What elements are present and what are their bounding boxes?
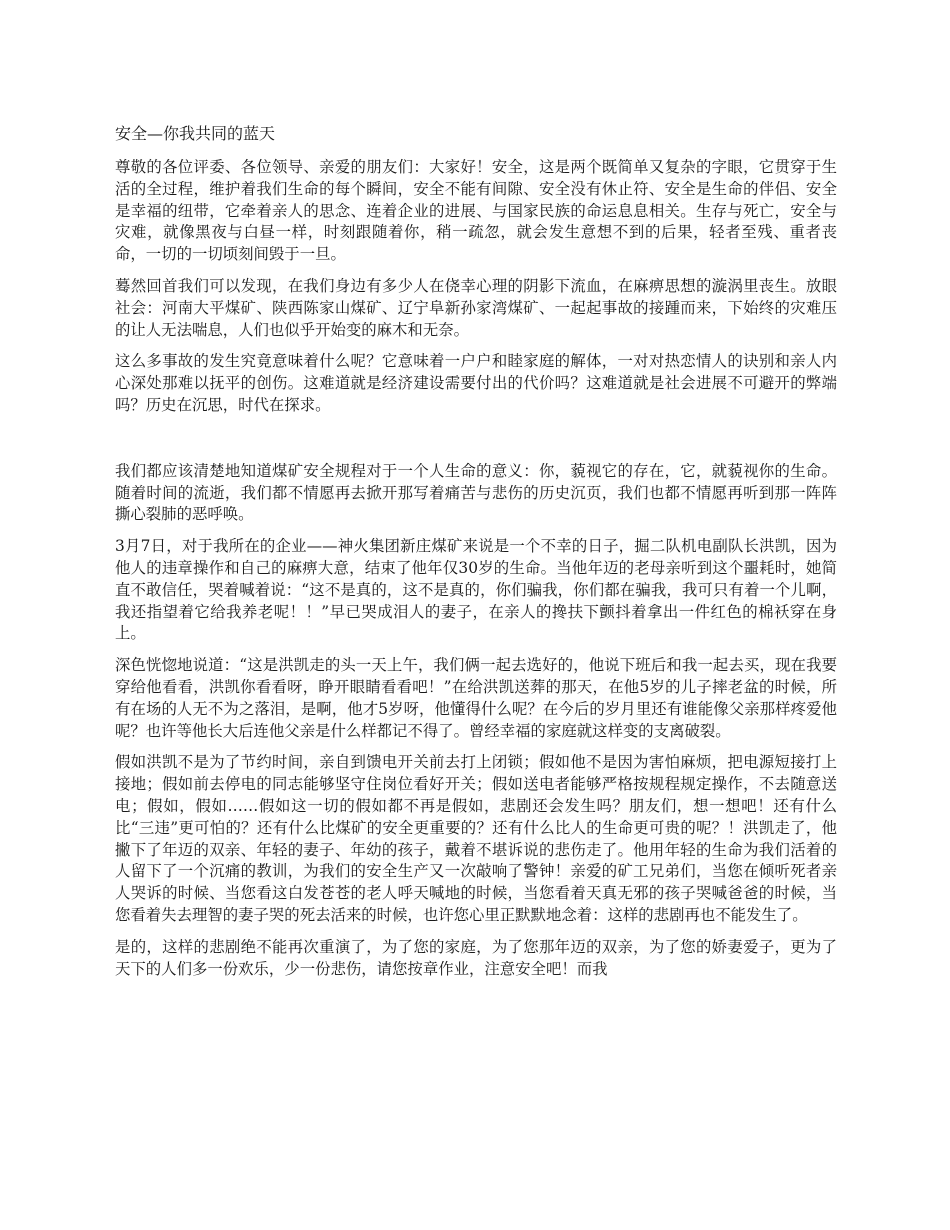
paragraph-conclusion: 是的，这样的悲剧绝不能再次重演了，为了您的家庭，为了您那年迈的双亲，为了您的娇妻爱子，更为了天下的人们多一份欢乐，少一份悲伤，请您按章作业，注意安全吧！而我 — [115, 937, 837, 978]
paragraph-accident: 3月7日，对于我所在的企业——神火集团新庄煤矿来说是一个不幸的日子，掘二队机电副队长洪凯，因为他人的违章操作和自己的麻痹大意，结束了他年仅30岁的生命。当他年迈的老母亲听到这个噩耗时，她简直不敢信任，哭着喊着说：“这不是真的，这不是真的，你们骗我，你们都在骗我，我可只有着一个儿啊，我还指望着它给我养老呢！！”早已哭成泪人的妻子，在亲人的搀扶下颤抖着拿出一件红色的棉袄穿在身上。 — [115, 537, 837, 643]
paragraph-what-if: 假如洪凯不是为了节约时间，亲自到馈电开关前去打上闭锁；假如他不是因为害怕麻烦，把电源短接打上接地；假如前去停电的同志能够坚守住岗位看好开关；假如送电者能够严格按规程规定操作，不去随意送电；假如，假如……假如这一切的假如都不再是假如，悲剧还会发生吗？朋友们，想一想吧！还有什么比“三违”更可怕的？还有什么比煤矿的安全更重要的？还有什么比人的生命更可贵的呢？！洪凯走了，他撇下了年迈的双亲、年轻的妻子、年幼的孩子，戴着不堪诉说的悲伤走了。他用年轻的生命为我们活着的人留下了一个沉痛的教训，为我们的安全生产又一次敲响了警钟！亲爱的矿工兄弟们，当您在倾听死者亲人哭诉的时候、当您看这白发苍苍的老人呼天喊地的时候，当您看着天真无邪的孩子哭喊爸爸的时候，当您看着失去理智的妻子哭的死去活来的时候，也许您心里正默默地念着：这样的悲剧再也不能发生了。 — [115, 753, 837, 924]
blank-gap — [115, 427, 837, 461]
paragraph-looking-back: 蓦然回首我们可以发现，在我们身边有多少人在侥幸心理的阴影下流血，在麻痹思想的漩涡里丧生。放眼社会：河南大平煤矿、陕西陈家山煤矿、辽宁阜新孙家湾煤矿、一起起事故的接踵而来，下始终的灾难压的让人无法喘息，人们也似乎开始变的麻木和无奈。 — [115, 276, 837, 339]
paragraph-meaning: 这么多事故的发生究竟意味着什么呢？它意味着一户户和睦家庭的解体，一对对热恋情人的诀别和亲人内心深处那难以抚平的创伤。这难道就是经济建设需要付出的代价吗？这难道就是社会进展不可避开的弊端吗？历史在沉思，时代在探求。 — [115, 352, 837, 414]
document-page — [115, 122, 837, 990]
paragraph-regulations: 我们都应该清楚地知道煤矿安全规程对于一个人生命的意义：你，藐视它的存在，它，就藐视你的生命。随着时间的流逝，我们都不情愿再去掀开那写着痛苦与悲伤的历史沉页，我们也都不情愿再听到那一阵阵撕心裂肺的恶呼唤。 — [115, 461, 837, 524]
document-title: 安全—你我共同的蓝天 — [115, 124, 276, 143]
paragraph-greeting: 尊敬的各位评委、各位领导、亲爱的朋友们：大家好！安全，这是两个既简单又复杂的字眼，它贯穿于生活的全过程，维护着我们生命的每个瞬间，安全不能有间隙、安全没有休止符、安全是生命的伴侣、安全是幸福的纽带，它牵着亲人的思念、连着企业的进展、与国家民族的命运息息相关。生存与死亡，安全与灾难，就像黑夜与白昼一样，时刻跟随着你，稍一疏忽，就会发生意想不到的后果，轻者至残、重者丧命，一切的一切顷刻间毁于一旦。 — [115, 158, 837, 264]
paragraph-wife: 深色恍惚地说道：“这是洪凯走的头一天上午，我们俩一起去选好的，他说下班后和我一起去买，现在我要穿给他看看，洪凯你看看呀，睁开眼睛看看吧！”在给洪凯送葬的那天，在他5岁的儿子摔老盆的时候，所有在场的人无不为之落泪，是啊，他才5岁呀，他懂得什么呢？在今后的岁月里还有谁能像父亲那样疼爱他呢？也许等他长大后连他父亲是什么样都记不得了。曾经幸福的家庭就这样变的支离破裂。 — [115, 656, 837, 740]
